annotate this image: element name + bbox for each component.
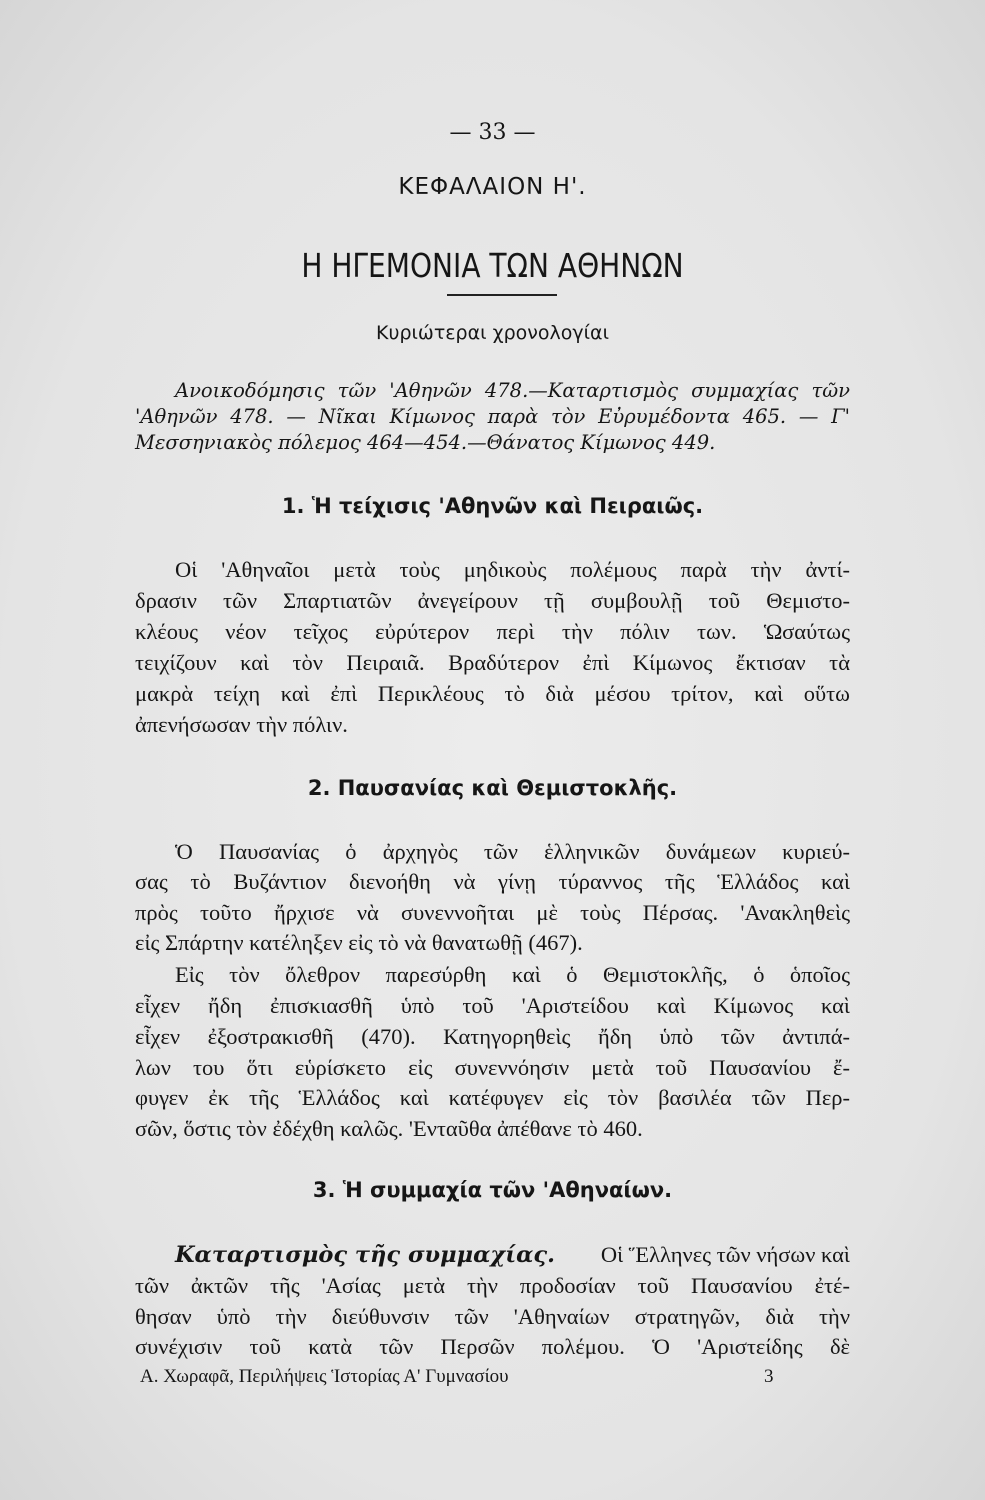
section-heading: 1. Ἡ τείχισις 'Αθηνῶν καὶ Πειραιῶς.	[281, 494, 704, 518]
text-line: εἶχεν ἐξοστρακισθῆ (470). Κατηγορηθεὶς ἤδη ὑπὸ τῶν ἀντιπά-	[135, 1024, 850, 1049]
section-heading: 2. Παυσανίας καὶ Θεμιστοκλῆς.	[307, 776, 678, 800]
text-line: συνέχισιν τοῦ κατὰ τῶν Περσῶν πολέμου. Ὁ 'Αριστείδης δὲ	[135, 1334, 850, 1359]
text-line: τῶν ἀκτῶν τῆς 'Ασίας μετὰ τὴν προδοσίαν τοῦ Παυσανίου ἐτέ-	[135, 1273, 850, 1298]
text-line: σας τὸ Βυζάντιον διενοήθη νὰ γίνῃ τύραννος τῆς Ἑλλάδος καὶ	[135, 869, 850, 894]
text-line: ἀπενήσωσαν τὴν πόλιν.	[135, 712, 348, 737]
text-line: πρὸς τοῦτο ἤρχισε νὰ συνεννοῆται μὲ τοὺς Πέρσας. 'Ανακληθεὶς	[135, 900, 850, 925]
lead-phrase: Καταρτισμὸς τῆς συμμαχίας.	[175, 1242, 555, 1268]
text-line: σῶν, ὅστις τὸν ἐδέχθη καλῶς. 'Ενταῦθα ἀπέθανε τὸ 460.	[135, 1116, 643, 1141]
text-line: μακρὰ τείχη καὶ ἐπὶ Περικλέους τὸ διὰ μέσου τρίτον, καὶ οὕτω	[135, 681, 850, 706]
signature-mark: 3	[764, 1366, 774, 1387]
text-line: εἶχεν ἤδη ἐπισκιασθῆ ὑπὸ τοῦ 'Αριστείδου καὶ Κίμωνος καὶ	[135, 993, 850, 1018]
text-line: λων του ὅτι εὑρίσκετο εἰς συνεννόησιν μετὰ τοῦ Παυσανίου ἔ-	[135, 1055, 850, 1080]
section-heading: 3. Ἡ συμμαχία τῶν 'Αθηναίων.	[312, 1178, 673, 1202]
chapter-label: ΚΕΦΑΛΑΙΟΝ Η'.	[398, 174, 587, 200]
text-fragment: Οἱ Ἕλληνες τῶν νήσων καὶ	[600, 1242, 850, 1267]
text-line: φυγεν ἐκ τῆς Ἑλλάδος καὶ κατέφυγεν εἰς τὸν βασιλέα τῶν Περ-	[135, 1085, 850, 1110]
chronology-line: 'Αθηνῶν 478. — Νῖκαι Κίμωνος παρὰ τὸν Εὐρυμέδοντα 465. — Γ'	[135, 405, 850, 428]
text-line: Οἱ 'Αθηναῖοι μετὰ τοὺς μηδικοὺς πολέμους παρὰ τὴν ἀντί-	[175, 557, 850, 582]
text-line: Εἰς τὸν ὄλεθρον παρεσύρθη καὶ ὁ Θεμιστοκλῆς, ὁ ὁποῖος	[175, 962, 850, 987]
text-line: κλέους νέον τεῖχος εὐρύτερον περὶ τὴν πόλιν των. Ὡσαύτως	[135, 619, 850, 644]
text-line: τειχίζουν καὶ τὸν Πειραιᾶ. Βραδύτερον ἐπὶ Κίμωνος ἔκτισαν τὰ	[135, 650, 850, 675]
subtitle: Κυριώτεραι χρονολογίαι	[375, 322, 609, 344]
page-number: — 33 —	[449, 120, 536, 145]
page-title: Η ΗΓΕΜΟΝΙΑ ΤΩΝ ΑΘΗΝΩΝ	[301, 246, 684, 285]
text-line: εἰς Σπάρτην κατέληξεν εἰς τὸ νὰ θανατωθῇ (467).	[135, 930, 583, 955]
chronology-line: Ανοικοδόμησις τῶν 'Αθηνῶν 478.—Καταρτισμὸς συμμαχίας τῶν	[175, 379, 850, 402]
footer-text: Α. Χωραφᾶ, Περιλήψεις Ἱστορίας Α' Γυμνασίου	[140, 1366, 509, 1387]
divider	[447, 294, 557, 296]
text-line	[175, 1242, 850, 1268]
chronology-line: Μεσσηνιακὸς πόλεμος 464—454.—Θάνατος Κίμωνος 449.	[135, 431, 716, 454]
text-line: δρασιν τῶν Σπαρτιατῶν ἀνεγείρουν τῇ συμβουλῇ τοῦ Θεμιστο-	[135, 588, 850, 613]
text-line: Ὁ Παυσανίας ὁ ἀρχηγὸς τῶν ἑλληνικῶν δυνάμεων κυριεύ-	[175, 839, 850, 864]
text-line: θησαν ὑπὸ τὴν διεύθυνσιν τῶν 'Αθηναίων στρατηγῶν, διὰ τὴν	[135, 1304, 850, 1329]
